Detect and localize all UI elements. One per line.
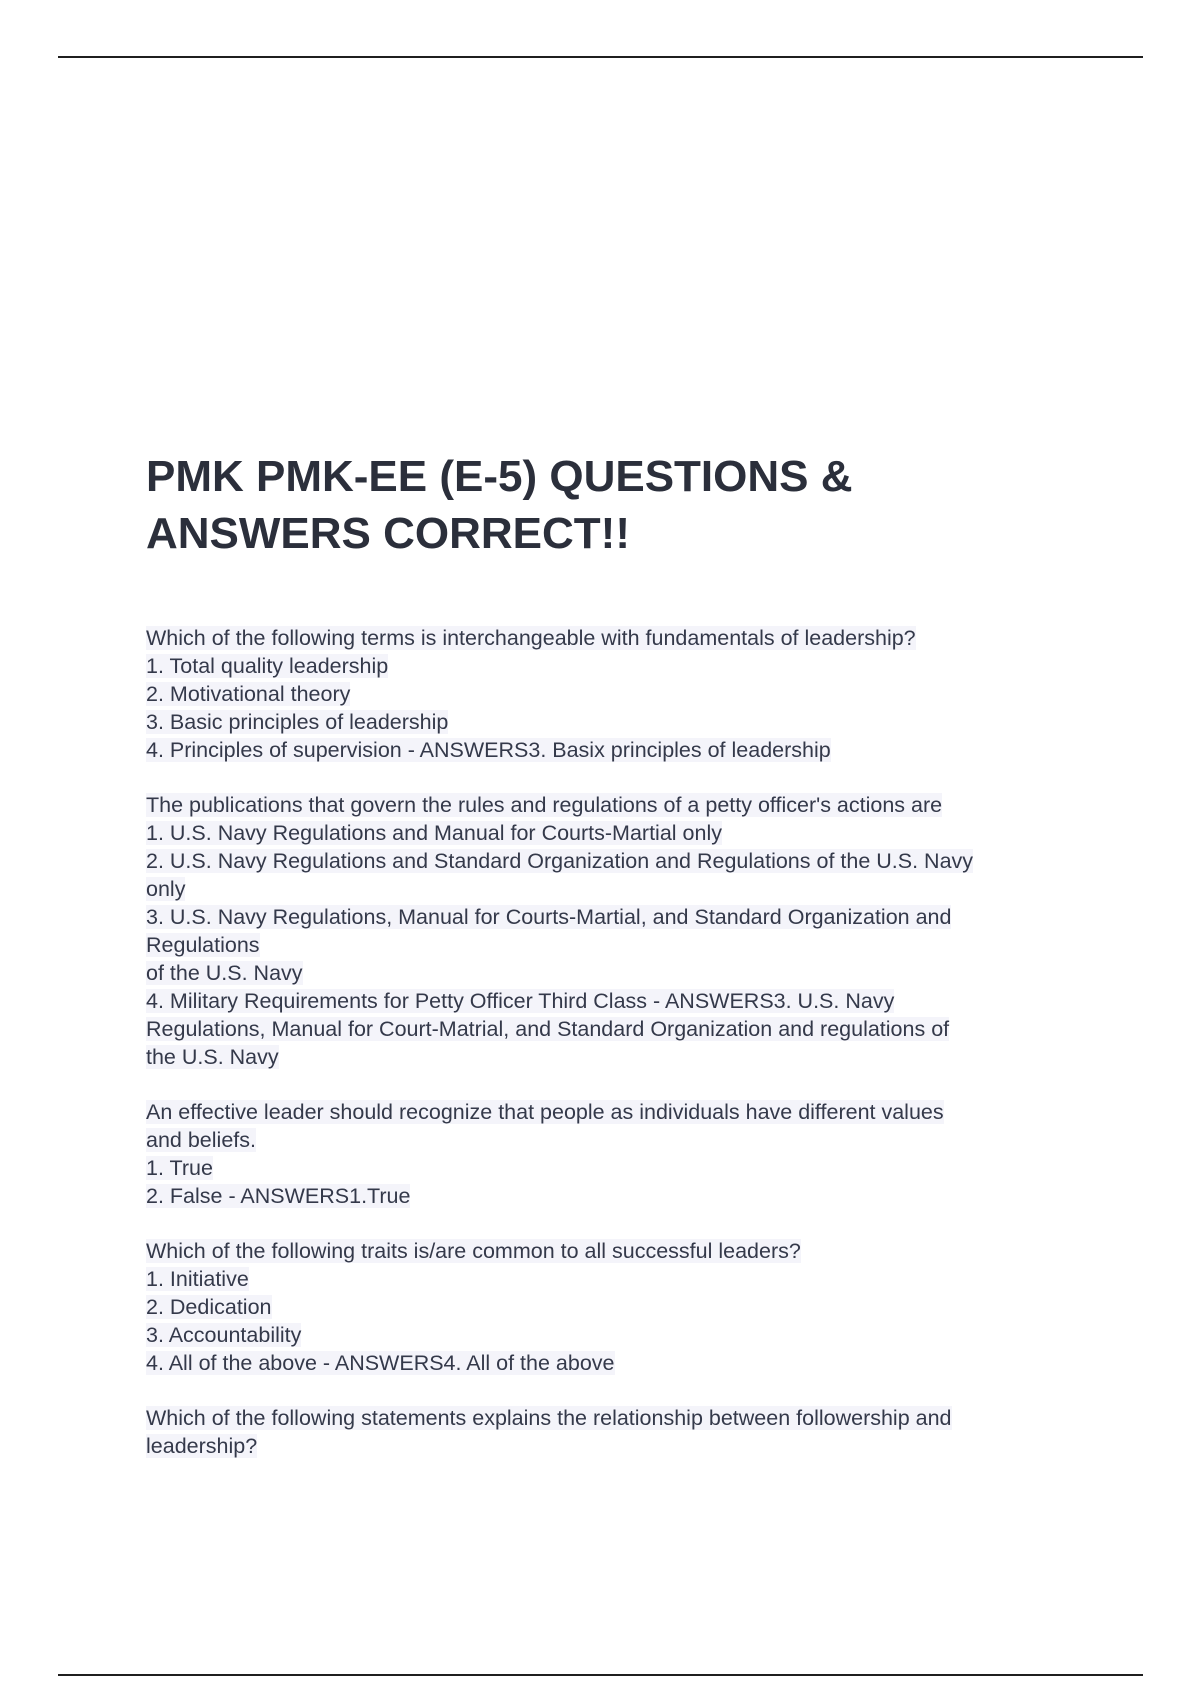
text-line: 4. Military Requirements for Petty Officer Third Class - ANSWERS3. U.S. Navy [146,989,895,1013]
question-block-1 [146,624,1086,764]
text-line: An effective leader should recognize that people as individuals have different values [146,1100,944,1124]
text-line: Regulations, Manual for Court-Matrial, and Standard Organization and regulations of [146,1017,950,1041]
text-line: and beliefs. [146,1128,256,1152]
text-line: 3. U.S. Navy Regulations, Manual for Courts-Martial, and Standard Organization and [146,905,952,929]
document-body [146,448,1086,1487]
text-line: 1. Initiative [146,1267,249,1291]
text-line: 4. All of the above - ANSWERS4. All of the above [146,1351,615,1375]
title-line-2: ANSWERS CORRECT!! [146,509,630,558]
text-line: Which of the following traits is/are common to all successful leaders? [146,1239,801,1263]
question-block-4 [146,1237,1086,1377]
text-line: 2. Motivational theory [146,682,351,706]
question-block-2 [146,791,1086,1071]
text-line: 2. False - ANSWERS1.True [146,1184,411,1208]
text-line: 2. Dedication [146,1295,272,1319]
text-line: The publications that govern the rules and regulations of a petty officer's actions are [146,793,943,817]
footer-rule [58,1674,1143,1676]
text-line: Which of the following terms is interchangeable with fundamentals of leadership? [146,626,916,650]
text-line: of the U.S. Navy [146,961,303,985]
text-line: 4. Principles of supervision - ANSWERS3. Basix principles of leadership [146,738,831,762]
text-line: the U.S. Navy [146,1045,279,1069]
question-block-3 [146,1098,1086,1210]
question-block-5 [146,1404,1086,1460]
text-line: 2. U.S. Navy Regulations and Standard Organization and Regulations of the U.S. Navy [146,849,974,873]
header-rule [58,56,1143,58]
document-title [146,448,1086,562]
text-line: 3. Basic principles of leadership [146,710,449,734]
text-line: 1. U.S. Navy Regulations and Manual for Courts-Martial only [146,821,722,845]
text-line: only [146,877,186,901]
text-line: leadership? [146,1434,258,1458]
text-line: Regulations [146,933,260,957]
text-line: 1. Total quality leadership [146,654,389,678]
title-line-1: PMK PMK-EE (E-5) QUESTIONS & [146,452,853,501]
text-line: 3. Accountability [146,1323,302,1347]
question-list [146,624,1086,1460]
text-line: 1. True [146,1156,213,1180]
text-line: Which of the following statements explains the relationship between followership and [146,1406,952,1430]
